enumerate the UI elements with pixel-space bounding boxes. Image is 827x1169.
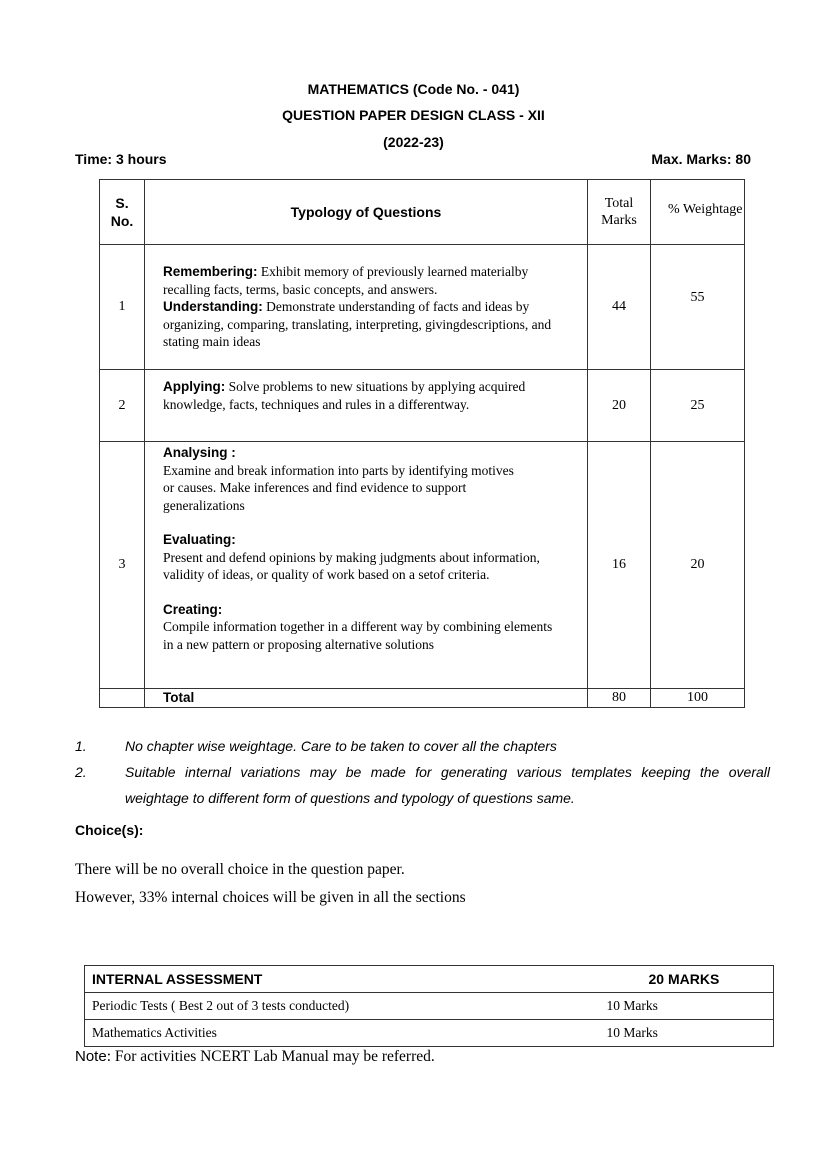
- typology-label: Creating:: [163, 601, 223, 617]
- typology-label: Analysing :: [163, 445, 236, 460]
- typology-description: Solve problems to new situations by applying acquired knowledge, facts, techniques and rules in a differentway.: [163, 379, 526, 412]
- typology-description: Present and defend opinions by making judgments about information, validity of ideas, or quality of work based on a setof criteria.: [163, 549, 540, 582]
- choice-heading: Choice(s):: [75, 822, 144, 838]
- ia-header-row: [85, 966, 774, 993]
- ia-title-marks-text: 20 MARKS: [648, 971, 720, 987]
- col-sno-header: S. No.: [100, 180, 145, 245]
- ia-title: [85, 966, 600, 993]
- col-weightage-header: % Weightage: [651, 180, 745, 245]
- table-row: [100, 442, 745, 689]
- table-row: [100, 370, 745, 442]
- document-subtitle: QUESTION PAPER DESIGN CLASS - XII: [282, 107, 545, 123]
- typology-cell: [145, 442, 588, 689]
- typology-description: Examine and break information into parts by identifying motives or causes. Make inferences and find evidence to support generalizations: [163, 462, 514, 513]
- total-sno-empty: [100, 689, 145, 708]
- ia-title-text: INTERNAL ASSESSMENT: [92, 971, 263, 987]
- total-weightage: 100: [651, 689, 745, 708]
- ia-row-label: Periodic Tests ( Best 2 out of 3 tests conducted): [85, 993, 600, 1020]
- col-total-marks-header: Total Marks: [588, 180, 651, 245]
- row-weightage: 55: [651, 245, 745, 370]
- time-duration: Time: 3 hours: [75, 151, 167, 167]
- internal-assessment-table: [84, 965, 774, 1047]
- total-label-text: Total: [163, 690, 195, 705]
- row-marks: 20: [588, 370, 651, 442]
- typology-description: Exhibit memory of previously learned materialby recalling facts, terms, basic concepts, and answers.: [163, 264, 529, 297]
- ia-row-marks: 10 Marks: [600, 993, 774, 1020]
- row-marks: 44: [588, 245, 651, 370]
- ia-row-label: Mathematics Activities: [85, 1020, 600, 1047]
- note-number: 1.: [75, 738, 87, 754]
- typology-label: Evaluating:: [163, 532, 236, 547]
- row-sno: 3: [100, 442, 145, 689]
- total-marks: 80: [588, 689, 651, 708]
- note-text: : For activities NCERT Lab Manual may be referred.: [106, 1048, 435, 1065]
- question-design-table: [99, 179, 745, 708]
- note-number: 2.: [75, 764, 87, 780]
- total-label: [145, 689, 588, 708]
- typology-cell: [145, 370, 588, 442]
- document-title: MATHEMATICS (Code No. - 041): [307, 81, 520, 97]
- note-label: Note: [75, 1048, 107, 1065]
- choice-line-1: There will be no overall choice in the question paper.: [75, 861, 405, 878]
- row-weightage: 25: [651, 370, 745, 442]
- row-sno: 2: [100, 370, 145, 442]
- typology-description: Demonstrate understanding of facts and ideas by organizing, comparing, translating, interpreting, givingdescriptions, and stating main ideas: [163, 299, 552, 350]
- total-row: [100, 689, 745, 708]
- note-text: Suitable internal variations may be made for generating various templates keeping the overall weightage to different form of questions and typology of questions same.: [125, 764, 770, 806]
- typology-label: Applying:: [163, 379, 226, 394]
- typology-label: Remembering:: [163, 264, 258, 280]
- row-marks: 16: [588, 442, 651, 689]
- row-weightage: 20: [651, 442, 745, 689]
- typology-cell: [145, 245, 588, 370]
- session-year: (2022-23): [383, 134, 444, 150]
- table-row: [85, 1020, 774, 1047]
- col-typology-header: Typology of Questions: [145, 180, 588, 245]
- table-header-row: [100, 180, 745, 245]
- max-marks: Max. Marks: 80: [651, 151, 751, 167]
- footer-note: [75, 1048, 435, 1066]
- note-text: No chapter wise weightage. Care to be taken to cover all the chapters: [125, 738, 557, 754]
- ia-row-marks: 10 Marks: [600, 1020, 774, 1047]
- table-row: [85, 993, 774, 1020]
- table-row: [100, 245, 745, 370]
- choice-line-2: However, 33% internal choices will be given in all the sections: [75, 889, 466, 906]
- ia-title-marks: [600, 966, 774, 993]
- row-sno: 1: [100, 245, 145, 370]
- typology-description: Compile information together in a different way by combining elements in a new pattern or proposing alternative solutions: [163, 619, 553, 652]
- typology-label: Understanding:: [163, 299, 263, 315]
